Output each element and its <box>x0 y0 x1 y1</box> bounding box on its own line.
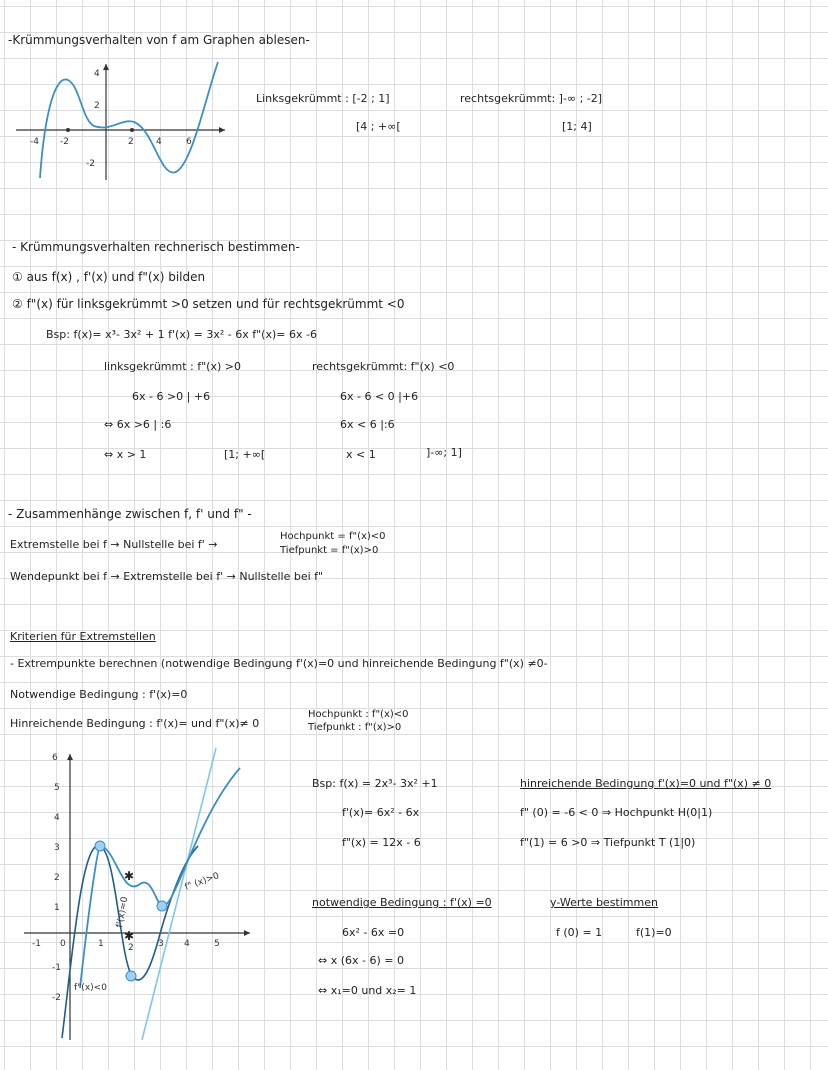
criteria-hp: Hochpunkt : f"(x)<0 <box>308 709 409 720</box>
section1-heading: -Krümmungsverhalten von f am Graphen ablesen- <box>8 33 310 47</box>
g1-tick-x4: 4 <box>156 137 162 147</box>
section3-heading: - Zusammenhänge zwischen f, f' und f" - <box>8 507 252 521</box>
g2-tick-ym2: -2 <box>52 993 61 1003</box>
g1-tick-xm2: -2 <box>60 137 69 147</box>
relation-line2: Wendepunkt bei f → Extremstelle bei f' → Nullstelle bei f" <box>10 570 324 583</box>
rechts-l2: 6x < 6 |:6 <box>340 418 395 431</box>
step1: ① aus f(x) , f'(x) und f"(x) bilden <box>12 270 206 284</box>
g2-tick-ym1: -1 <box>52 963 61 973</box>
relation-line1: Extremstelle bei f → Nullstelle bei f' → <box>10 538 218 551</box>
section4-heading: Kriterien für Extremstellen <box>10 630 156 643</box>
criteria-tp: Tiefpunkt : f"(x)>0 <box>308 722 402 733</box>
links-title: linksgekrümmt : f"(x) >0 <box>104 360 241 373</box>
g1-tick-y2: 2 <box>94 101 100 111</box>
g2-tick-x3: 3 <box>158 939 164 949</box>
bsp-fprime: f'(x)= 6x² - 6x <box>342 806 420 819</box>
rechts-label: rechtsgekrümmt: ]-∞ ; -2] <box>460 92 603 105</box>
relation-tp: Tiefpunkt = f"(x)>0 <box>280 545 379 556</box>
links-l3: ⇔ x > 1 <box>104 448 147 461</box>
g1-tick-y4: 4 <box>94 69 100 79</box>
relation-hp: Hochpunkt = f"(x)<0 <box>280 531 386 542</box>
nec-l2: ⇔ x (6x - 6) = 0 <box>318 954 404 967</box>
step2: ② f"(x) für linksgekrümmt >0 setzen und für rechtsgekrümmt <0 <box>12 297 405 311</box>
y-l2: f(1)=0 <box>636 926 672 939</box>
rechts-result: ]-∞; 1] <box>426 446 462 459</box>
bsp-title: Bsp: f(x) = 2x³- 3x² +1 <box>312 777 438 790</box>
suff-title: hinreichende Bedingung f'(x)=0 und f"(x) ≠ 0 <box>520 777 772 790</box>
svg-text:✱: ✱ <box>124 869 135 883</box>
rechts-label2: [1; 4] <box>562 120 592 133</box>
suff-l2: f"(1) = 6 >0 ⇒ Tiefpunkt T (1|0) <box>520 836 696 849</box>
g2-tick-y6: 6 <box>52 753 58 763</box>
g1-tick-x6: 6 <box>186 137 192 147</box>
example: Bsp: f(x)= x³- 3x² + 1 f'(x) = 3x² - 6x f"(x)= 6x -6 <box>46 328 317 341</box>
g1-tick-ym2: -2 <box>86 159 95 169</box>
links-l2: ⇔ 6x >6 | :6 <box>104 418 172 431</box>
g2-tick-y5: 5 <box>54 783 60 793</box>
svg-text:✱: ✱ <box>124 929 135 943</box>
y-title: y-Werte bestimmen <box>550 896 658 909</box>
graph2 <box>20 748 270 1048</box>
bsp-fsecond: f"(x) = 12x - 6 <box>342 836 421 849</box>
links-result: [1; +∞[ <box>224 448 266 461</box>
rechts-l3: x < 1 <box>346 448 376 461</box>
section2-heading: - Krümmungsverhalten rechnerisch bestimmen- <box>12 240 300 254</box>
links-label2: [4 ; +∞[ <box>356 120 401 133</box>
nec-l3: ⇔ x₁=0 und x₂= 1 <box>318 984 417 997</box>
g2-tick-y1: 1 <box>54 903 60 913</box>
section4-sub: - Extrempunkte berechnen (notwendige Bedingung f'(x)=0 und hinreichende Bedingung f"(x) ≠0- <box>10 657 548 670</box>
g2-tick-x0: 0 <box>60 939 66 949</box>
g1-tick-xm4: -4 <box>30 137 39 147</box>
g2-label-fpp: f" (x)>0 <box>183 871 221 893</box>
nec-title: notwendige Bedingung : f'(x) =0 <box>312 896 492 909</box>
graph1 <box>10 60 230 190</box>
sufficient: Hinreichende Bedingung : f'(x)= und f"(x)≠ 0 <box>10 717 260 730</box>
links-l1: 6x - 6 >0 | +6 <box>132 390 211 403</box>
links-label: Linksgekrümmt : [-2 ; 1] <box>256 92 390 105</box>
nec-l1: 6x² - 6x =0 <box>342 926 405 939</box>
g2-tick-x1: 1 <box>98 939 104 949</box>
g2-tick-y2: 2 <box>54 873 60 883</box>
y-l1: f (0) = 1 <box>556 926 603 939</box>
rechts-title: rechtsgekrümmt: f"(x) <0 <box>312 360 455 373</box>
g1-tick-x2: 2 <box>128 137 134 147</box>
g2-tick-y4: 4 <box>54 813 60 823</box>
g2-label-fp: f'(x)=0 <box>115 895 131 929</box>
g2-tick-y3: 3 <box>54 843 60 853</box>
g2-tick-x2: 2 <box>128 943 134 953</box>
g2-label-fneg: f"(x)<0 <box>74 983 107 993</box>
g2-tick-x4: 4 <box>184 939 190 949</box>
g2-tick-x5: 5 <box>214 939 220 949</box>
necessary: Notwendige Bedingung : f'(x)=0 <box>10 688 188 701</box>
rechts-l1: 6x - 6 < 0 |+6 <box>340 390 419 403</box>
g2-tick-xm1: -1 <box>32 939 41 949</box>
suff-l1: f" (0) = -6 < 0 ⇒ Hochpunkt H(0|1) <box>520 806 713 819</box>
